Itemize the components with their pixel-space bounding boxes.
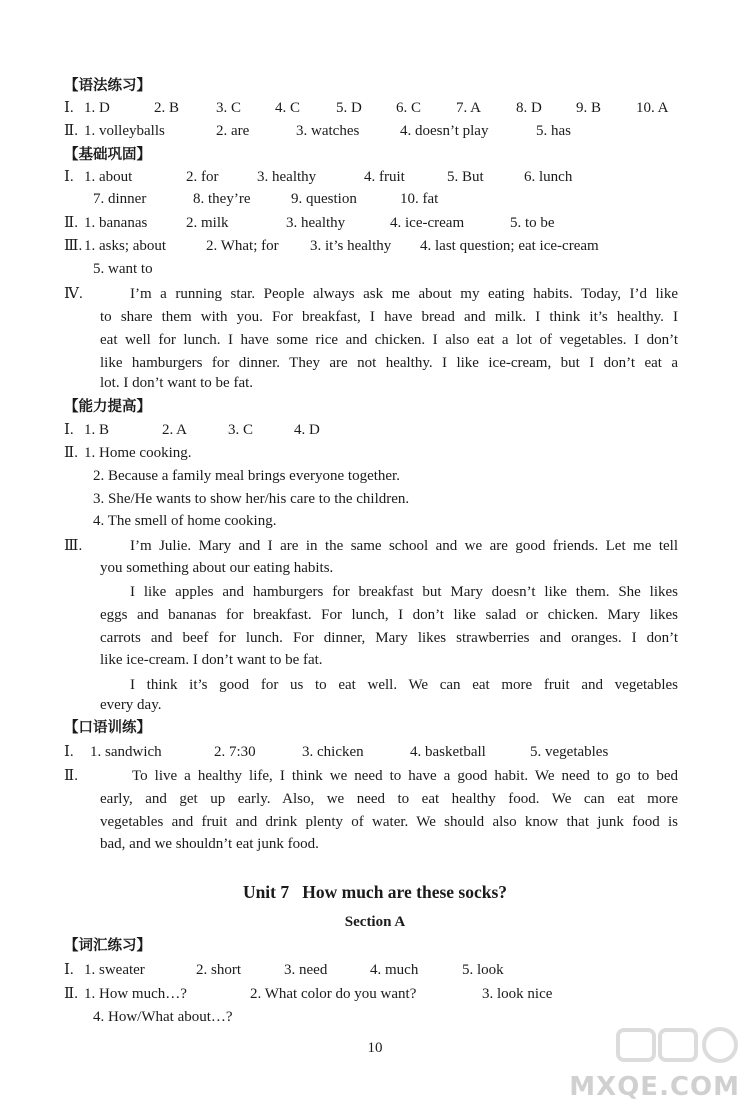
paragraph-line: To live a healthy life, I think we need to have a good habit. We need to go to bed xyxy=(132,768,678,784)
answer-item: 8. D xyxy=(516,100,542,116)
answer-item: 1. sandwich xyxy=(90,744,162,760)
paragraph-line: eggs and bananas for breakfast. For lunch, I don’t like salad or chicken. Mary likes xyxy=(100,607,678,623)
roman-numeral: Ⅱ. xyxy=(64,768,78,784)
paragraph-line: vegetables and fruit and drink plenty of water. We should also know that junk food is xyxy=(100,814,678,830)
answer-item: 5. want to xyxy=(93,261,153,277)
answer-item: 2. 7:30 xyxy=(214,744,256,760)
answer-item: 7. dinner xyxy=(93,191,147,207)
answer-item: 4. ice-cream xyxy=(390,215,465,231)
answer-item: 4. much xyxy=(370,962,419,978)
section-heading-basics: 【基础巩固】 xyxy=(64,147,151,163)
answer-item: 9. question xyxy=(291,191,357,207)
answer-item: 5. to be xyxy=(510,215,555,231)
answer-item: 3. watches xyxy=(296,123,360,139)
answer-item: 1. bananas xyxy=(84,215,148,231)
answer-item: 3. healthy xyxy=(257,169,317,185)
page-number: 10 xyxy=(367,1040,383,1056)
answer-item: 5. has xyxy=(536,123,571,139)
paragraph-line: carrots and beef for lunch. For dinner, Mary likes strawberries and oranges. I don’t xyxy=(100,630,678,646)
answer-item: 1. Home cooking. xyxy=(84,445,192,461)
paragraph-line: lot. I don’t want to be fat. xyxy=(100,375,254,391)
paragraph-line: you something about our eating habits. xyxy=(100,560,334,576)
section-heading-speaking: 【口语训练】 xyxy=(64,720,151,736)
paragraph-line: to share them with you. For breakfast, I have bread and milk. I think it’s healthy. I xyxy=(100,309,678,325)
roman-numeral: Ⅱ. xyxy=(64,445,78,461)
paragraph-line: every day. xyxy=(100,697,162,713)
answer-item: 3. She/He wants to show her/his care to the children. xyxy=(93,491,410,507)
answer-item: 1. asks; about xyxy=(84,238,167,254)
answer-item: 3. C xyxy=(228,422,254,438)
roman-numeral: Ⅱ. xyxy=(64,215,78,231)
answer-item: 5. But xyxy=(447,169,484,185)
answer-item: 6. C xyxy=(396,100,422,116)
paragraph-line: bad, and we shouldn’t eat junk food. xyxy=(100,836,319,852)
answer-item: 4. fruit xyxy=(364,169,405,185)
answer-item: 10. fat xyxy=(400,191,439,207)
answer-item: 1. How much…? xyxy=(84,986,187,1002)
paragraph-line: eat well for lunch. I have some rice and chicken. I also eat a lot of vegetables. I don’t xyxy=(100,332,678,348)
answer-item: 9. B xyxy=(576,100,602,116)
paragraph-line: early, and get up early. Also, we need to eat healthy food. We can eat more xyxy=(100,791,678,807)
answer-item: 1. about xyxy=(84,169,133,185)
paragraph-line: I’m Julie. Mary and I are in the same school and we are good friends. Let me tell xyxy=(130,538,678,554)
roman-numeral: Ⅰ. xyxy=(64,169,74,185)
answer-item: 5. D xyxy=(336,100,362,116)
paragraph-line: I think it’s good for us to eat well. We can eat more fruit and vegetables xyxy=(130,677,678,693)
answer-item: 8. they’re xyxy=(193,191,251,207)
section-title: Section A xyxy=(344,914,406,930)
unit-title: Unit 7 How much are these socks? xyxy=(242,882,508,902)
paragraph-line: I’m a running star. People always ask me about my eating habits. Today, I’d like xyxy=(130,286,678,302)
answer-item: 5. look xyxy=(462,962,504,978)
answer-item: 3. need xyxy=(284,962,328,978)
answer-item: 2. milk xyxy=(186,215,229,231)
answer-item: 1. sweater xyxy=(84,962,145,978)
answer-item: 3. look nice xyxy=(482,986,553,1002)
answer-item: 5. vegetables xyxy=(530,744,609,760)
answer-item: 1. volleyballs xyxy=(84,123,165,139)
roman-numeral: Ⅳ. xyxy=(64,286,83,302)
roman-numeral: Ⅰ. xyxy=(64,100,74,116)
answer-item: 4. last question; eat ice-cream xyxy=(420,238,599,254)
answer-item: 2. A xyxy=(162,422,188,438)
paragraph-line: like hamburgers for dinner. They are not healthy. I like ice-cream, but I don’t eat a xyxy=(100,355,678,371)
answer-item: 2. Because a family meal brings everyone together. xyxy=(93,468,400,484)
roman-numeral: Ⅰ. xyxy=(64,422,74,438)
answer-item: 4. The smell of home cooking. xyxy=(93,513,277,529)
roman-numeral: Ⅱ. xyxy=(64,123,78,139)
answer-item: 4. basketball xyxy=(410,744,486,760)
roman-numeral: Ⅰ. xyxy=(64,744,74,760)
watermark-text: MXQE.COM xyxy=(569,1072,740,1102)
section-heading-grammar: 【语法练习】 xyxy=(64,78,151,94)
answer-item: 2. What color do you want? xyxy=(250,986,417,1002)
answer-item: 10. A xyxy=(636,100,669,116)
answer-item: 2. What; for xyxy=(206,238,279,254)
roman-numeral: Ⅲ. xyxy=(64,538,83,554)
answer-item: 3. it’s healthy xyxy=(310,238,392,254)
answer-item: 4. D xyxy=(294,422,320,438)
answer-item: 6. lunch xyxy=(524,169,573,185)
answer-item: 2. are xyxy=(216,123,250,139)
answer-item: 2. for xyxy=(186,169,219,185)
paragraph-line: like ice-cream. I don’t want to be fat. xyxy=(100,652,323,668)
answer-item: 4. C xyxy=(275,100,301,116)
answer-item: 3. chicken xyxy=(302,744,364,760)
answer-item: 1. B xyxy=(84,422,110,438)
answer-item: 4. doesn’t play xyxy=(400,123,489,139)
section-heading-vocab: 【词汇练习】 xyxy=(64,938,151,954)
roman-numeral: Ⅱ. xyxy=(64,986,78,1002)
answer-item: 3. C xyxy=(216,100,242,116)
section-heading-improve: 【能力提高】 xyxy=(64,399,151,415)
answer-item: 4. How/What about…? xyxy=(93,1009,233,1025)
paragraph-line: I like apples and hamburgers for breakfast but Mary doesn’t like them. She likes xyxy=(130,584,678,600)
roman-numeral: Ⅲ. xyxy=(64,238,83,254)
answer-item: 2. short xyxy=(196,962,241,978)
roman-numeral: Ⅰ. xyxy=(64,962,74,978)
answer-item: 1. D xyxy=(84,100,110,116)
answer-item: 7. A xyxy=(456,100,482,116)
answer-item: 2. B xyxy=(154,100,180,116)
answer-item: 3. healthy xyxy=(286,215,346,231)
